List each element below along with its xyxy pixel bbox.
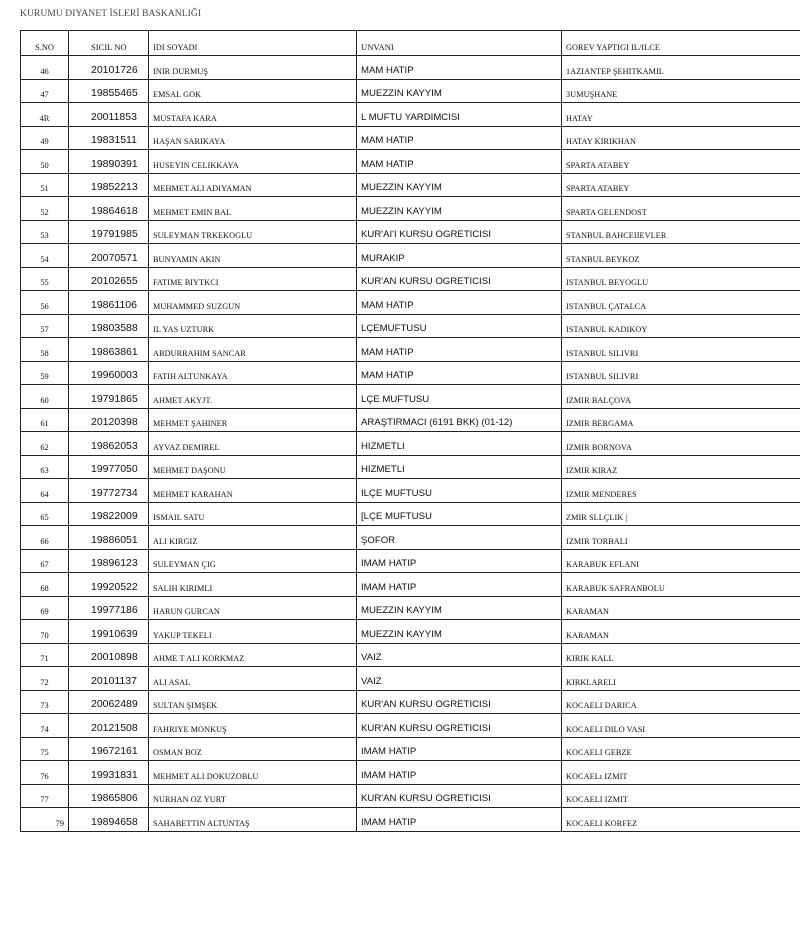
row-name: MEHMET DAŞONU [149, 455, 357, 479]
row-sno: 76 [21, 761, 69, 785]
table-row [21, 361, 800, 385]
row-name: SAHABETTIN ALTUNTAŞ [149, 808, 357, 832]
row-title: MURAKIP [357, 244, 562, 268]
row-title: LÇE MUFTUSU [357, 385, 562, 409]
row-sicil-no: 19977186 [69, 596, 149, 620]
row-sno: 58 [21, 338, 69, 362]
row-title: VAIZ [357, 643, 562, 667]
row-title: IMAM HATIP [357, 737, 562, 761]
row-location: ISTANBUL KADIKOY [562, 314, 800, 338]
row-sicil-no: 20062489 [69, 690, 149, 714]
row-title: MAM HATIP [357, 150, 562, 174]
row-title: IMAM HATIP [357, 808, 562, 832]
row-title: HIZMETLI [357, 432, 562, 456]
row-location: KOCAELI KORFEZ [562, 808, 800, 832]
table-row [21, 173, 800, 197]
table-row [21, 549, 800, 573]
row-sno: 52 [21, 197, 69, 221]
row-sno: 69 [21, 596, 69, 620]
row-location: ISTANBUL ÇATALCA [562, 291, 800, 315]
row-sicil-no: 19910639 [69, 620, 149, 644]
row-sno: 66 [21, 526, 69, 550]
row-name: FATIME BIYTKCI [149, 267, 357, 291]
row-sicil-no: 19822009 [69, 502, 149, 526]
row-location: KIRKLARELI [562, 667, 800, 691]
row-sno: 51 [21, 173, 69, 197]
table-row [21, 244, 800, 268]
row-sno: 47 [21, 79, 69, 103]
row-location: STANBUL BAHCEIIEVLER [562, 220, 800, 244]
row-location: STANBUL BEYKOZ [562, 244, 800, 268]
table-row [21, 79, 800, 103]
row-name: MEHMET ŞAHINER [149, 408, 357, 432]
row-title: MUEZZIN KAYYIM [357, 173, 562, 197]
row-sicil-no: 19931831 [69, 761, 149, 785]
row-sno: 75 [21, 737, 69, 761]
row-title: L MUFTU YARDIMCISI [357, 103, 562, 127]
row-name: AYVAZ DEMIREL [149, 432, 357, 456]
row-title: ARAŞTIRMACI (6191 BKK) (01-12) [357, 408, 562, 432]
table-row [21, 667, 800, 691]
row-location: KOCAELı IZMIT [562, 761, 800, 785]
row-sno: 70 [21, 620, 69, 644]
row-title: KUR'AN KURSU OGRETICISI [357, 784, 562, 808]
row-name: FATIH ALTUNKAYA [149, 361, 357, 385]
row-title: IMAM HATIP [357, 573, 562, 597]
row-location: IZMIR BORNOVA [562, 432, 800, 456]
row-title: IMAM HATIP [357, 761, 562, 785]
row-location: SPARTA ATABEY [562, 173, 800, 197]
table-row [21, 479, 800, 503]
table-row [21, 338, 800, 362]
header-sno: S.NO [21, 31, 69, 56]
row-location: KARAMAN [562, 620, 800, 644]
row-location: IZMIR BALÇOVA [562, 385, 800, 409]
row-sicil-no: 20010898 [69, 643, 149, 667]
table-row [21, 56, 800, 80]
row-sicil-no: 19672161 [69, 737, 149, 761]
row-location: KOCAELI DILO VASI [562, 714, 800, 738]
header-sicil-no: SICIL NO [69, 31, 149, 56]
row-sno: 46 [21, 56, 69, 80]
row-sicil-no: 19960003 [69, 361, 149, 385]
row-title: LÇEMUFTUSU [357, 314, 562, 338]
row-title: VAIZ [357, 667, 562, 691]
row-name: ALI ASAL [149, 667, 357, 691]
institution-title: KURUMU DIYANET İSLERİ BASKANLIĞI [20, 9, 202, 19]
row-name: ISMAIL SATU [149, 502, 357, 526]
row-name: MEHMET ALI DOKUZOBLU [149, 761, 357, 785]
row-name: AHME T ALI KORKMAZ [149, 643, 357, 667]
row-sicil-no: 19862053 [69, 432, 149, 456]
row-name: SALIH KIRIMLI [149, 573, 357, 597]
row-sicil-no: 19803588 [69, 314, 149, 338]
row-sicil-no: 20070571 [69, 244, 149, 268]
row-sno: 60 [21, 385, 69, 409]
row-sno: 56 [21, 291, 69, 315]
row-sicil-no: 19863861 [69, 338, 149, 362]
table-row [21, 385, 800, 409]
row-location: HATAY KIRIKHAN [562, 126, 800, 150]
row-title: MUEZZIN KAYYIM [357, 197, 562, 221]
table-row [21, 432, 800, 456]
row-location: IZMIR TORBALI [562, 526, 800, 550]
row-sicil-no: 19864618 [69, 197, 149, 221]
row-sicil-no: 20120398 [69, 408, 149, 432]
row-sno: 67 [21, 549, 69, 573]
row-location: ZMIR SLLÇLIK | [562, 502, 800, 526]
row-location: KARABUK SAFRANBOLU [562, 573, 800, 597]
row-name: EMSAL GOK [149, 79, 357, 103]
row-sicil-no: 19855465 [69, 79, 149, 103]
row-sno: 68 [21, 573, 69, 597]
row-location: 1AZIANTEP ŞEHITKAMIL [562, 56, 800, 80]
table-row [21, 761, 800, 785]
row-location: SPARTA GELENDOST [562, 197, 800, 221]
row-sno: 57 [21, 314, 69, 338]
row-sicil-no: 19886051 [69, 526, 149, 550]
row-name: MUHAMMED SUZGUN [149, 291, 357, 315]
row-title: ŞOFOR [357, 526, 562, 550]
row-sicil-no: 19791985 [69, 220, 149, 244]
header-title: UNVANI [357, 31, 562, 56]
row-title: IMAM HATIP [357, 549, 562, 573]
row-sicil-no: 19894658 [69, 808, 149, 832]
row-sicil-no: 19861106 [69, 291, 149, 315]
row-sicil-no: 19791865 [69, 385, 149, 409]
row-name: ALI KIRGIZ [149, 526, 357, 550]
table-row [21, 455, 800, 479]
row-location: IZMIR BERGAMA [562, 408, 800, 432]
table-row [21, 314, 800, 338]
row-sno: 61 [21, 408, 69, 432]
row-name: OSMAN BOZ [149, 737, 357, 761]
row-title: MAM HATIP [357, 291, 562, 315]
row-sicil-no: 19977050 [69, 455, 149, 479]
row-title: KUR'AN KURSU OGRETICISI [357, 714, 562, 738]
row-sno: 4R [21, 103, 69, 127]
table-row [21, 643, 800, 667]
row-title: KUR'AI'I KURSU OGRETICISI [357, 220, 562, 244]
row-name: NURHAN OZ YURT [149, 784, 357, 808]
table-row [21, 126, 800, 150]
row-sicil-no: 19865806 [69, 784, 149, 808]
row-location: ISTANBUL SILIVRI [562, 361, 800, 385]
row-sicil-no: 20101137 [69, 667, 149, 691]
table-row [21, 620, 800, 644]
row-location: IZMIR MENDERES [562, 479, 800, 503]
row-location: HATAY [562, 103, 800, 127]
row-sicil-no: 19890391 [69, 150, 149, 174]
row-title: HIZMETLI [357, 455, 562, 479]
row-sicil-no: 19831511 [69, 126, 149, 150]
row-name: AHMET AKYJT. [149, 385, 357, 409]
table-row [21, 526, 800, 550]
row-sno: 77 [21, 784, 69, 808]
row-sno: 64 [21, 479, 69, 503]
row-name: MEHMET EMIN BAL [149, 197, 357, 221]
row-location: KOCAELI IZMIT [562, 784, 800, 808]
row-name: SULTAN ŞIMŞEK [149, 690, 357, 714]
row-name: FAHRIYE MONKUŞ [149, 714, 357, 738]
row-title: MUEZZIN KAYYIM [357, 620, 562, 644]
row-sno: 73 [21, 690, 69, 714]
row-title: [LÇE MUFTUSU [357, 502, 562, 526]
row-location: IZMIR KIRAZ [562, 455, 800, 479]
row-name: HUSEYIN CELIKKAYA [149, 150, 357, 174]
row-title: KUR'AN KURSU OGRETICISI [357, 267, 562, 291]
table-row [21, 197, 800, 221]
table-row [21, 291, 800, 315]
row-sno: 63 [21, 455, 69, 479]
row-location: SPARTA ATABEY [562, 150, 800, 174]
row-sicil-no: 19772734 [69, 479, 149, 503]
row-name: HARUN GURCAN [149, 596, 357, 620]
table-row [21, 267, 800, 291]
row-title: KUR'AN KURSU OGRETICISI [357, 690, 562, 714]
table-row [21, 596, 800, 620]
row-sicil-no: 19920522 [69, 573, 149, 597]
row-sno: 54 [21, 244, 69, 268]
row-location: ISTANBUL SILIVRI [562, 338, 800, 362]
row-name: MEHMET ALI ADIYAMAN [149, 173, 357, 197]
row-sno: 55 [21, 267, 69, 291]
header-name: IDI SOYADI [149, 31, 357, 56]
table-row [21, 502, 800, 526]
table-row [21, 808, 800, 832]
table-row [21, 103, 800, 127]
row-sno: 79 [21, 808, 69, 832]
row-location: KOCAELI GEBZE [562, 737, 800, 761]
row-location: KARABUK EFLANI [562, 549, 800, 573]
row-name: HAŞAN SARIKAYA [149, 126, 357, 150]
table-header-row [21, 31, 800, 56]
row-sicil-no: 19852213 [69, 173, 149, 197]
row-title: MAM HATIP [357, 338, 562, 362]
row-sno: 74 [21, 714, 69, 738]
row-sno: 50 [21, 150, 69, 174]
row-name: ABDURRAHIM SANCAR [149, 338, 357, 362]
table-row [21, 737, 800, 761]
row-sno: 62 [21, 432, 69, 456]
table-row [21, 784, 800, 808]
table-row [21, 150, 800, 174]
row-sicil-no: 19896123 [69, 549, 149, 573]
row-sno: 49 [21, 126, 69, 150]
row-location: KARAMAN [562, 596, 800, 620]
personnel-table [20, 30, 800, 832]
row-sicil-no: 20101726 [69, 56, 149, 80]
row-sicil-no: 20102655 [69, 267, 149, 291]
row-name: IL YAS UZTURK [149, 314, 357, 338]
row-location: 3UMUŞHANE [562, 79, 800, 103]
row-title: ILÇE MUFTUSU [357, 479, 562, 503]
row-sno: 53 [21, 220, 69, 244]
row-location: KOCAELI DARICA [562, 690, 800, 714]
row-name: YAKUP TEKELI [149, 620, 357, 644]
row-sno: 71 [21, 643, 69, 667]
row-name: MUSTAFA KARA [149, 103, 357, 127]
table-row [21, 573, 800, 597]
table-row [21, 714, 800, 738]
row-name: SULEYMAN ÇIG [149, 549, 357, 573]
row-location: KIRIK KALL [562, 643, 800, 667]
table-row [21, 690, 800, 714]
row-name: SULEYMAN TRKEKOGLU [149, 220, 357, 244]
row-sno: 65 [21, 502, 69, 526]
row-sno: 59 [21, 361, 69, 385]
table-row [21, 220, 800, 244]
row-sno: 72 [21, 667, 69, 691]
table-row [21, 408, 800, 432]
row-name: BUNYAMIN AKIN [149, 244, 357, 268]
row-sicil-no: 20011853 [69, 103, 149, 127]
row-title: MUEZZIN KAYYIM [357, 79, 562, 103]
row-sicil-no: 20121508 [69, 714, 149, 738]
header-location: GOREV YAPTIGI IL/ILCE [562, 31, 800, 56]
row-title: MAM HATIP [357, 126, 562, 150]
row-title: MUEZZIN KAYYIM [357, 596, 562, 620]
row-name: MEHMET KARAHAN [149, 479, 357, 503]
row-location: ISTANBUL BEYOGLU [562, 267, 800, 291]
row-title: MAM HATIP [357, 361, 562, 385]
row-title: MAM HATIP [357, 56, 562, 80]
row-name: INIR DURMUŞ [149, 56, 357, 80]
